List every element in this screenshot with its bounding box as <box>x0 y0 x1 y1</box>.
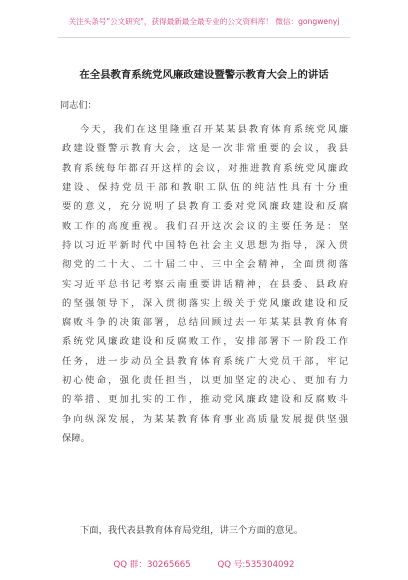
header-banner: 关注头条号"公文研究"，获得最新最全最专业的公文资料库！ 微信：gongwenyj <box>68 17 340 26</box>
salutation: 同志们： <box>60 100 97 111</box>
paragraph-line: 持以习近平新时代中国特色社会主义思想为指导，深入贯 <box>62 239 348 251</box>
paragraph-line: 彻党的二十大、二十届二中、三中全会精神，全面贯彻落 <box>62 259 348 271</box>
next-paragraph: 下面，我代表县教育体育局党组，讲三个方面的意见。 <box>80 525 304 536</box>
paragraph-line: 教育系统每年都召开这样的会议，对推进教育系统党风廉政 <box>62 162 348 174</box>
paragraph-line: 争向纵深发展，为某某教育体育事业高质量发展提供坚强 <box>62 413 348 425</box>
paragraph-line: 的举措、更加扎实的工作，推动党风廉政建设和反腐败斗 <box>62 394 348 406</box>
paragraph-line: 政建设暨警示教育大会，这是一次非常重要的会议，我县 <box>62 143 348 155</box>
paragraph-line: 要的意义，充分说明了县教育工委对党风廉政建设和反腐 <box>62 201 348 213</box>
paragraph-line: 今天，我们在这里隆重召开某某县教育体育系统党风廉 <box>80 124 348 135</box>
paragraph-line: 败工作的高度重视。我们召开这次会议的主要任务是：坚 <box>62 220 348 232</box>
paragraph-line: 初心使命，强化责任担当，以更加坚定的决心、更加有力 <box>62 375 348 387</box>
paragraph-line: 任务，进一步动员全县教育体育系统广大党员干部，牢记 <box>62 355 348 367</box>
paragraph-line: 腐败斗争的决策部署，总结回顾过去一年某某县教育体育 <box>62 317 348 329</box>
paragraph-line: 系统党风廉政建设和反腐败工作，安排部署下一阶段工作 <box>62 336 348 348</box>
paragraph-line: 保障。 <box>62 433 90 444</box>
paragraph-line: 建设、保持党员干部和教职工队伍的纯洁性具有十分重 <box>62 181 348 193</box>
footer <box>0 558 408 570</box>
paragraph-line: 实习近平总书记考察云南重要讲话精神，在县委、县政府 <box>62 278 348 290</box>
paragraph-line: 的坚强领导下，深入贯彻落实上级关于党风廉政建设和反 <box>62 297 348 309</box>
footer-qq-group: QQ 群：30265665 <box>113 560 191 570</box>
document-title: 在全县教育系统党风廉政建设暨警示教育大会上的讲话 <box>79 69 329 81</box>
footer-qq-number: QQ 号:535304092 <box>217 560 295 570</box>
body-paragraph <box>62 120 348 448</box>
header-divider <box>58 37 350 38</box>
